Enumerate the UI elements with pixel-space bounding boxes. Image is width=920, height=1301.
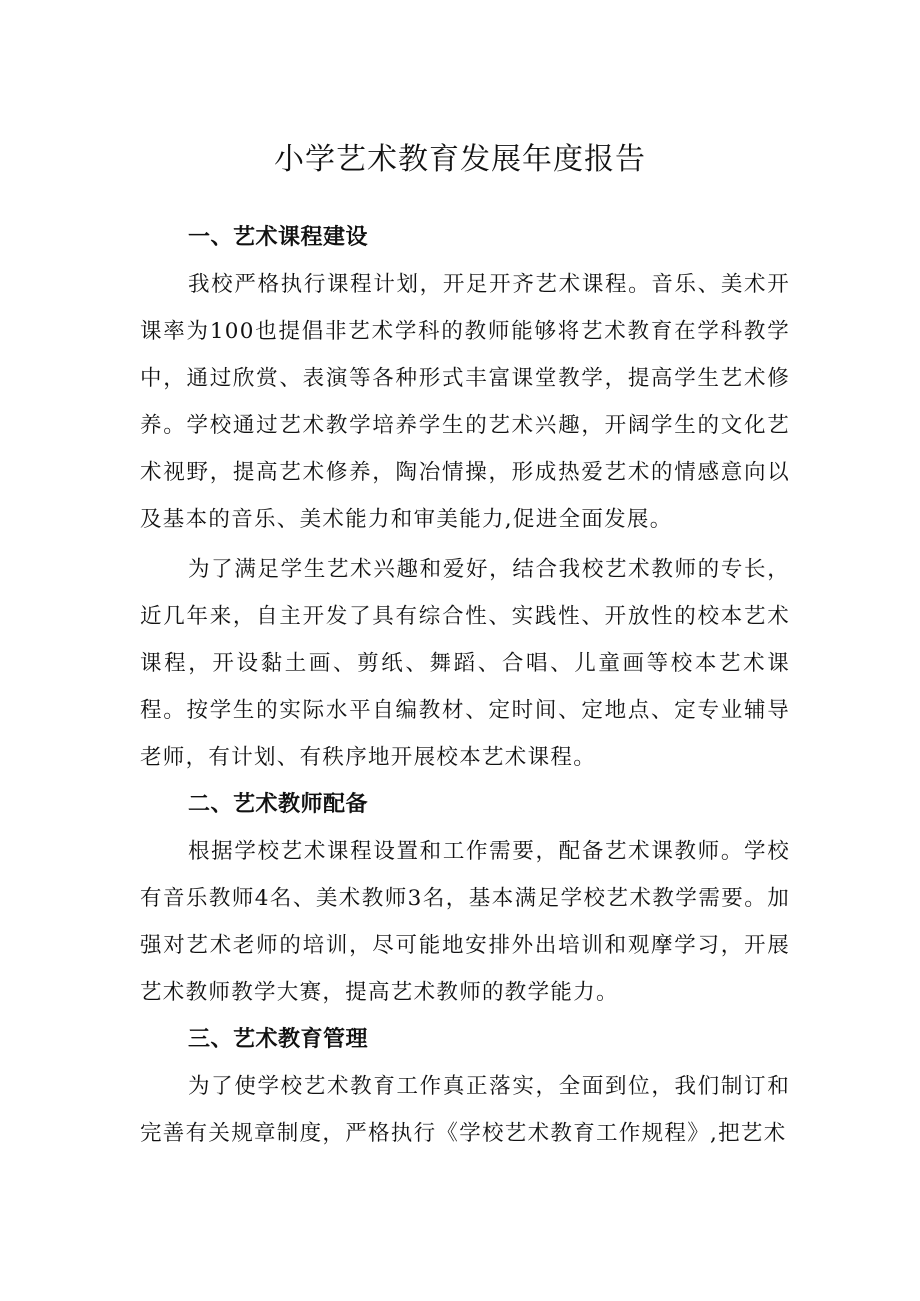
document-body xyxy=(140,214,790,1157)
paragraph-curriculum-1: 我校严格执行课程计划，开足开齐艺术课程。音乐、美术开课率为100也提倡非艺术学科的教师能够将艺术教育在学科教学中，通过欣赏、表演等各种形式丰富课堂教学，提高学生艺术修养。学校通过艺术教学培养学生的艺术兴趣，开阔学生的文化艺术视野，提高艺术修养，陶冶情操，形成热爱艺术的情感意向以及基本的音乐、美术能力和审美能力,促进全面发展。 xyxy=(140,272,790,532)
paragraph-curriculum-2: 为了满足学生艺术兴趣和爱好，结合我校艺术教师的专长，近几年来，自主开发了具有综合性、实践性、开放性的校本艺术课程，开设黏土画、剪纸、舞蹈、合唱、儿童画等校本艺术课程。按学生的实际水平自编教材、定时间、定地点、定专业辅导老师，有计划、有秩序地开展校本艺术课程。 xyxy=(140,557,790,770)
section-heading-management: 三、艺术教育管理 xyxy=(188,1027,369,1052)
paragraph-teachers-1: 根据学校艺术课程设置和工作需要，配备艺术课教师。学校有音乐教师4名、美术教师3名，基本满足学校艺术教学需要。加强对艺术老师的培训，尽可能地安排外出培训和观摩学习，开展艺术教师教学大赛，提高艺术教师的教学能力。 xyxy=(140,839,790,1005)
section-heading-curriculum: 一、艺术课程建设 xyxy=(188,225,369,250)
paragraph-management-1: 为了使学校艺术教育工作真正落实，全面到位，我们制订和完善有关规章制度，严格执行《学校艺术教育工作规程》,把艺术 xyxy=(140,1074,790,1146)
page-title: 小学艺术教育发展年度报告 xyxy=(274,142,646,177)
section-heading-teachers: 二、艺术教师配备 xyxy=(188,792,369,817)
